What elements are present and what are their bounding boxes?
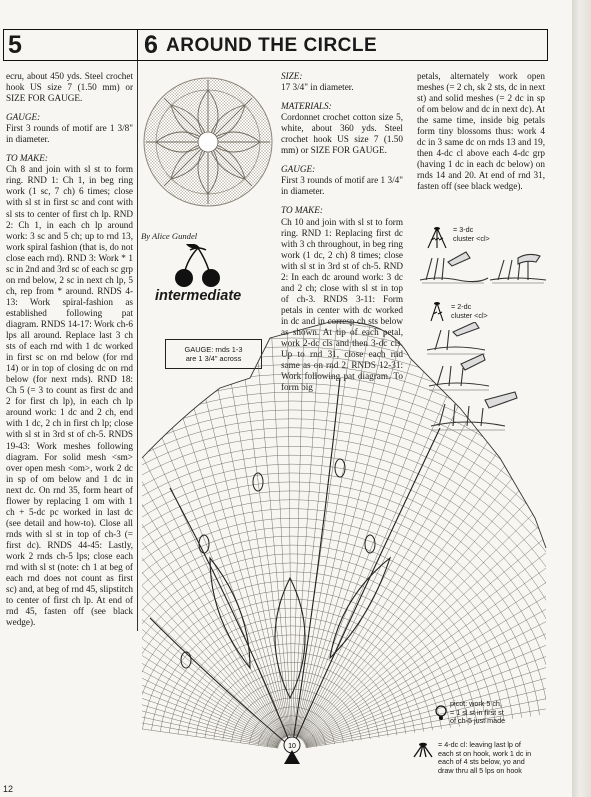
3dc-legend-text [453,226,490,243]
diagram-center-label: 10 [288,743,296,750]
3dc-cluster-symbol [425,226,449,250]
pattern-number-6: 6 [144,31,158,59]
doily-photo [142,64,274,228]
cluster-line-4: draw thru all 5 lps on hook [438,765,522,775]
picot-symbol [434,704,448,722]
cluster-line-3: each of 4 sts below, yo and [438,757,525,767]
pattern-6-gauge-heading: GAUGE: [281,164,316,175]
pattern-5-make-heading: TO MAKE: [6,153,48,164]
pattern-5-gauge-heading: GAUGE: [6,112,41,123]
picot-line-2: = 1 sl st in first st [450,707,504,717]
pattern-5-instructions: Ch 8 and join with sl st to form ring. RND 1: Ch 1, in beg ring work (1 sc, 7 ch) 6 times; close with sl st in first sc and cont with sl sts to center of first ch lp. RND 2: Ch 1, in each ch lp around work: 3 sc and 5 ch; up to rnd 13, work spiral fashion (that is, do not close each rnd). RND 3: Work * 1 sc in 2nd and 3rd sc of each sc grp on rnd below, 2 sc in next ch lp, 5 ch, rep from * around. RNDS 4-13: Work spiral-fashion as established following pat diagram. RNDS 14-17: Work ch-6 lps all around. Replace last 3 ch sts of each rnd with 1 dc worked in first sc on rnd below (for rnd 14) or in top of closing dc on rnd below (for next rnds). RND 18: Ch 5 (= 3 to count as first dc and 2 for first ch lp), in each ch lp around work: 1 dc and 2 ch, end with 1 dc, 2 ch in first ch lp; close with sl st in 3rd st of ch-5. RNDS 19-43: Work meshes following diagram. For solid mesh <sm> over open mesh <om>, work 2 dc in sp of om below and 1 dc in next dc. On rnd 35, form heart of flower by replacing 1 om with 1 ch + 5-dc pc worked in last dc (see detail and how-to). Close all rnds with sl st in top of ch-3 (= first dc). RNDS 44-45: Lastly, work 2 rnds ch-5 lps; close each rnd with sl st (note: ch 1 at beg of each rnd does not count as first sc) and, at beg of rnd 45, slipstitch to center of first ch lp. At end of rnd 45, fasten off (see black wedge). [6,164,133,628]
page-binding-edge [572,0,591,797]
3dc-legend-line-1: = 3-dc [453,225,474,234]
materials-heading: MATERIALS: [281,101,332,112]
picot-line-3: of ch-5 just made [450,716,506,726]
pattern-5-gauge-text: First 3 rounds of motif are 1 3/8" in diameter. [6,123,133,145]
skill-level-icon [168,244,228,288]
pattern-5-header [3,29,137,61]
column-divider [137,61,138,631]
pattern-6-text-continued [417,71,545,193]
3dc-cluster-howto-illustration [418,250,548,292]
pattern-number-5: 5 [8,31,22,59]
pattern-grid [140,318,548,748]
cluster-line-1: = 4-dc cl: leaving last lp of [438,740,521,749]
pattern-6-header [137,29,548,61]
size-text: 17 3/4" in diameter. [281,82,354,93]
fasten-off-wedge [284,750,300,764]
diagram-outer-edge [142,322,546,548]
gauge-box-line-2: are 1 3/4" across [185,354,242,363]
skill-level-label: intermediate [155,288,242,304]
materials-text: Cordonnet crochet cotton size 5, white, about 360 yds. Steel crochet hook US size 7 (1.50 mm) or SIZE FOR GAUGE. [281,112,403,156]
size-heading: SIZE: [281,71,303,81]
petals-instructions: petals, alternately work open meshes (= 2 ch, sk 2 sts, dc in next st) and solid meshes (= 2 dc in sp of om below and dc in next dc). At the same time, inside big petals form tiny blossoms thus: work 4 dc in 3 same dc on rnds 13 and 19, then 4-dc cl above each 4-dc grp (having 1 dc in each dc below) on rnds 14 and 20. At end of rnd 31, fasten off (see black wedge). [417,71,545,192]
4dc-cluster-legend-text [438,741,531,775]
pattern-6-instructions: Ch 10 and join with sl st to form ring. RND 1: Replacing first dc with 3 ch throughout, in beg ring work (1 dc, 2 ch) 8 times; close with sl st in 3rd st of ch-5. RND 2: In each dc around work: 3 dc and 2 ch; close with sl st in top of ch-3. RNDS 3-11: Form petals in center with dc worked in dc and in corresp ch sts below as shown. At tip of each petal, work 2-dc cls and then 3-dc cls. Up to rnd 31, close each rnd same as on rnd 2. RNDS 12-31: Work following pat diagram. To form big [281,216,403,393]
pattern-5-text [6,71,133,628]
page-number: 12 [3,784,14,794]
cluster-line-2: each st on hook, work 1 dc in [438,748,532,758]
3dc-legend-line-2: cluster <cl> [453,233,490,243]
pattern-5-intro: ecru, about 450 yds. Steel crochet hook US size 7 (1.50 mm) or SIZE FOR GAUGE. [6,71,133,104]
picot-legend-text [450,700,505,726]
designer-byline: By Alice Gundel [141,231,198,241]
4dc-cluster-symbol [412,742,434,758]
pattern-6-gauge-text: First 3 rounds of motif are 1 3/4" in diameter. [281,175,403,197]
gauge-box-line-1: GAUGE: rnds 1-3 [184,345,243,354]
picot-line-1: picot: work 5 ch, [450,699,502,708]
2dc-legend-line-2: cluster <cl> [451,310,488,320]
pattern-title: AROUND THE CIRCLE [166,35,378,56]
grid-lines [140,318,548,748]
2dc-legend-line-1: = 2-dc [451,302,472,311]
pattern-6-make-heading: TO MAKE: [281,205,323,216]
